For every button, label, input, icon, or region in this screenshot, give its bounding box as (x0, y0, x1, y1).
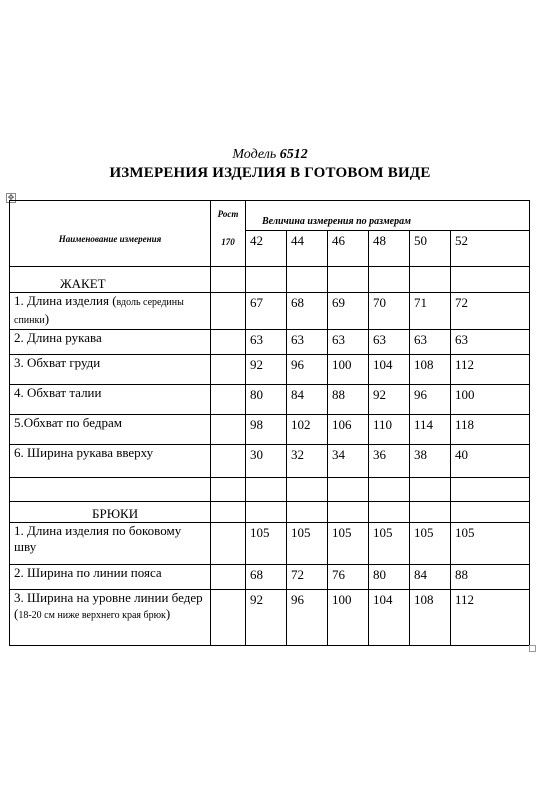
value-cell: 96 (410, 385, 451, 415)
value-cell: 105 (328, 523, 369, 565)
row-name: 6. Ширина рукава вверху (10, 445, 211, 478)
size-48: 48 (369, 231, 410, 267)
size-42: 42 (246, 231, 287, 267)
value-cell: 105 (287, 523, 328, 565)
value-cell: 72 (287, 565, 328, 590)
value-cell: 63 (451, 330, 530, 355)
resize-handle-icon[interactable] (529, 645, 536, 652)
value-cell: 105 (369, 523, 410, 565)
section-row-trousers (10, 502, 530, 523)
size-52: 52 (451, 231, 530, 267)
row-name: 1. Длина изделия (вдоль середины спинки) (10, 293, 211, 330)
value-cell: 98 (246, 415, 287, 445)
value-cell: 112 (451, 590, 530, 646)
value-cell: 112 (451, 355, 530, 385)
value-cell: 71 (410, 293, 451, 330)
value-cell: 30 (246, 445, 287, 478)
value-cell: 104 (369, 590, 410, 646)
value-cell: 102 (287, 415, 328, 445)
value-cell: 32 (287, 445, 328, 478)
value-cell: 105 (246, 523, 287, 565)
value-cell: 63 (369, 330, 410, 355)
model-number: 6512 (279, 147, 308, 162)
section-title: БРЮКИ (10, 502, 211, 523)
row-name: 5.Обхват по бедрам (10, 415, 211, 445)
value-cell: 88 (451, 565, 530, 590)
value-cell: 34 (328, 445, 369, 478)
value-cell: 84 (287, 385, 328, 415)
value-cell: 92 (246, 355, 287, 385)
table-row (10, 330, 530, 355)
value-cell: 114 (410, 415, 451, 445)
row-name: 1. Длина изделия по боковому шву (10, 523, 211, 565)
value-cell: 88 (328, 385, 369, 415)
value-cell: 100 (328, 355, 369, 385)
value-cell: 70 (369, 293, 410, 330)
value-cell: 63 (246, 330, 287, 355)
row-name: 3. Обхват груди (10, 355, 211, 385)
value-cell: 92 (246, 590, 287, 646)
value-cell: 105 (451, 523, 530, 565)
size-46: 46 (328, 231, 369, 267)
value-cell: 84 (410, 565, 451, 590)
row-name: 3. Ширина на уровне линии бедер (18-20 см ниже верхнего края брюк) (10, 590, 211, 646)
value-cell: 69 (328, 293, 369, 330)
size-44: 44 (287, 231, 328, 267)
value-cell: 40 (451, 445, 530, 478)
value-cell: 63 (328, 330, 369, 355)
value-cell: 63 (287, 330, 328, 355)
value-cell: 68 (287, 293, 328, 330)
value-cell: 100 (451, 385, 530, 415)
table-row (10, 445, 530, 478)
table-row (10, 385, 530, 415)
value-cell: 108 (410, 590, 451, 646)
value-cell: 118 (451, 415, 530, 445)
empty-row (10, 478, 530, 502)
value-cell: 63 (410, 330, 451, 355)
value-cell: 96 (287, 590, 328, 646)
row-note: вдоль середины спинки (14, 297, 184, 326)
value-cell: 80 (246, 385, 287, 415)
table-row (10, 293, 530, 330)
table-row (10, 415, 530, 445)
rost-value: 170 (221, 237, 235, 247)
value-cell: 67 (246, 293, 287, 330)
section-row-jacket (10, 267, 530, 293)
value-cell: 92 (369, 385, 410, 415)
page-title: ИЗМЕРЕНИЯ ИЗДЕЛИЯ В ГОТОВОМ ВИДЕ (109, 165, 431, 181)
model-label: Модель (232, 147, 277, 162)
value-cell: 106 (328, 415, 369, 445)
value-cell: 80 (369, 565, 410, 590)
table-row (10, 590, 530, 646)
value-cell: 68 (246, 565, 287, 590)
value-cell: 96 (287, 355, 328, 385)
value-cell: 72 (451, 293, 530, 330)
value-cell: 105 (410, 523, 451, 565)
table-row (10, 523, 530, 565)
row-name: 2. Длина рукава (10, 330, 211, 355)
value-cell: 110 (369, 415, 410, 445)
measurements-table (9, 200, 530, 646)
size-50: 50 (410, 231, 451, 267)
rost-label: Рост (217, 209, 239, 219)
header-row-1 (10, 201, 530, 231)
value-cell: 100 (328, 590, 369, 646)
value-cell: 104 (369, 355, 410, 385)
value-cell: 76 (328, 565, 369, 590)
row-note: 18-20 см ниже верхнего края брюк (18, 610, 166, 621)
row-name: 2. Ширина по линии пояса (10, 565, 211, 590)
section-title: ЖАКЕТ (10, 267, 211, 293)
header-rost (211, 201, 246, 267)
header-values-label: Величина измерения по размерам (246, 201, 530, 231)
value-cell: 38 (410, 445, 451, 478)
header-name-col: Наименование измерения (10, 201, 211, 267)
table-row (10, 565, 530, 590)
value-cell: 36 (369, 445, 410, 478)
model-heading (0, 147, 540, 163)
row-name: 4. Обхват талии (10, 385, 211, 415)
value-cell: 108 (410, 355, 451, 385)
move-handle-icon[interactable]: ✥ (7, 193, 15, 202)
table-row (10, 355, 530, 385)
